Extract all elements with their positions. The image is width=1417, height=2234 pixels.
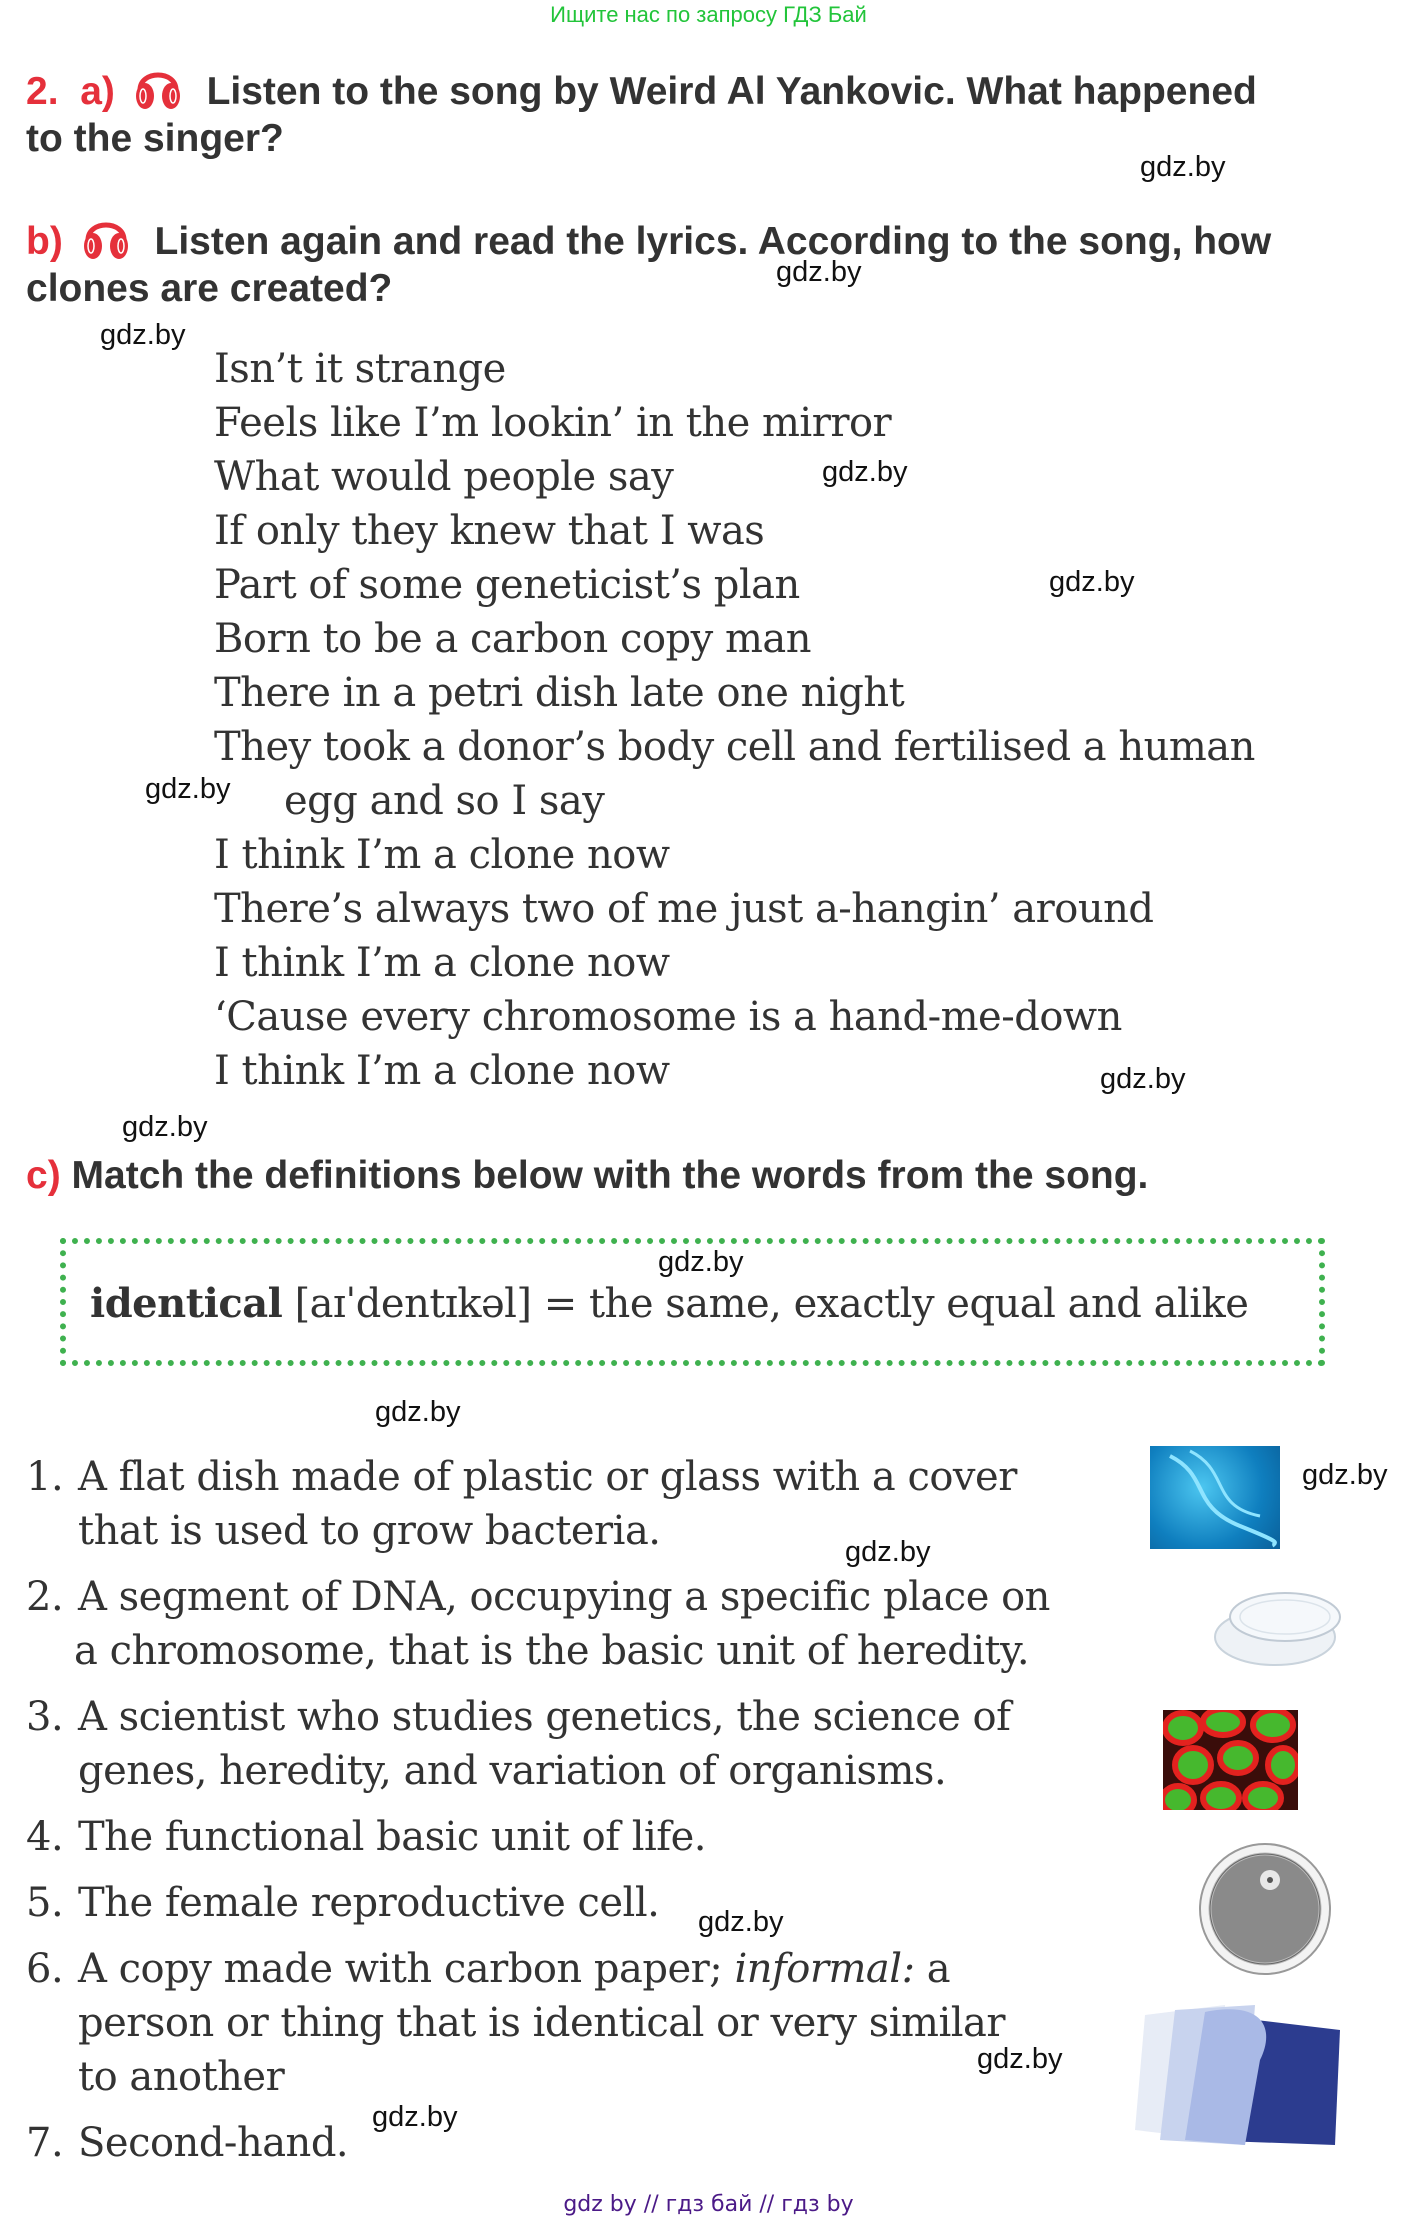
watermark: gdz.by — [1302, 1459, 1388, 1491]
item-text: that is used to grow bacteria. — [78, 1508, 661, 1554]
lyric-line: I think I’m a clone now — [214, 1048, 670, 1094]
definition-word: identical — [90, 1280, 283, 1327]
lyric-line: They took a donor’s body cell and fertilised a human — [214, 724, 1255, 770]
item-number: 4. — [26, 1814, 64, 1860]
exercise-2b-heading — [26, 210, 1406, 312]
lyric-line: What would people say — [214, 454, 674, 500]
item-text: A copy made with carbon paper; — [78, 1946, 735, 1992]
part-b-label: b) — [26, 220, 63, 263]
definition-item — [26, 1942, 1086, 2104]
watermark: gdz.by — [658, 1246, 744, 1278]
item-text: A scientist who studies genetics, the science of — [78, 1694, 1011, 1740]
carbon-paper-image — [1135, 2000, 1350, 2145]
lyric-line: If only they knew that I was — [214, 508, 765, 554]
item-number: 3. — [26, 1694, 64, 1740]
part-b-text-line1: Listen again and read the lyrics. According to the song, how — [154, 220, 1272, 263]
watermark: gdz.by — [698, 1906, 784, 1938]
exercise-2c-heading — [26, 1152, 1406, 1199]
lyric-line: Feels like I’m lookin’ in the mirror — [214, 400, 892, 446]
definition-item — [26, 1876, 1086, 1930]
watermark: gdz.by — [372, 2101, 458, 2133]
definition-item — [26, 1690, 1086, 1798]
watermark: gdz.by — [1049, 566, 1135, 598]
cells-image — [1163, 1710, 1298, 1810]
item-text: a — [914, 1946, 951, 1992]
item-number: 1. — [26, 1454, 64, 1500]
item-text: a chromosome, that is the basic unit of heredity. — [74, 1628, 1030, 1674]
part-a-text-line1: Listen to the song by Weird Al Yankovic. What happened — [206, 70, 1257, 113]
item-text: The functional basic unit of life. — [78, 1814, 706, 1860]
watermark: gdz.by — [122, 1111, 208, 1143]
watermark: gdz.by — [845, 1536, 931, 1568]
lyric-line: There’s always two of me just a-hangin’ around — [214, 886, 1154, 932]
egg-cell-image — [1198, 1842, 1333, 1977]
lyric-line: I think I’m a clone now — [214, 940, 670, 986]
part-a-text-line2: to the singer? — [26, 117, 284, 160]
lyric-line: There in a petri dish late one night — [214, 670, 905, 716]
exercise-number: 2. — [26, 70, 59, 113]
part-c-label: c) — [26, 1154, 61, 1197]
item-number: 2. — [26, 1574, 64, 1620]
part-b-text-line2: clones are created? — [26, 267, 393, 310]
definition-item — [26, 2116, 1086, 2170]
definition-meaning: = the same, exactly equal and alike — [543, 1281, 1249, 1327]
watermark: gdz.by — [1100, 1063, 1186, 1095]
watermark: gdz.by — [100, 319, 186, 351]
dna-helix-image — [1150, 1446, 1280, 1549]
watermark: gdz.by — [375, 1396, 461, 1428]
lyric-line: I think I’m a clone now — [214, 832, 670, 878]
headphones-icon[interactable] — [132, 60, 184, 112]
definition-item — [26, 1810, 1086, 1864]
definition-transcription: [aɪˈdentɪkəl] — [294, 1281, 532, 1327]
item-text: A flat dish made of plastic or glass with a cover — [78, 1454, 1017, 1500]
lyric-line: egg and so I say — [284, 778, 605, 824]
item-text: to another — [78, 2054, 285, 2100]
lyric-line: Born to be a carbon copy man — [214, 616, 811, 662]
watermark: gdz.by — [1140, 151, 1226, 183]
part-c-text: Match the definitions below with the words from the song. — [71, 1154, 1149, 1197]
lyric-line: ‘Cause every chromosome is a hand-me-down — [214, 994, 1122, 1040]
headphones-icon[interactable] — [80, 210, 132, 262]
watermark: gdz.by — [822, 456, 908, 488]
definition-identical — [90, 1280, 1248, 1327]
watermark: gdz.by — [145, 773, 231, 805]
exercise-2a-heading — [26, 60, 1406, 162]
watermark: gdz.by — [776, 256, 862, 288]
lyric-line: Part of some geneticist’s plan — [214, 562, 800, 608]
item-text: person or thing that is identical or very similar — [78, 2000, 1006, 2046]
footer-links: gdz by // гдз бай // гдз by — [563, 2192, 854, 2217]
item-number: 5. — [26, 1880, 64, 1926]
watermark: gdz.by — [977, 2043, 1063, 2075]
definition-item — [26, 1570, 1086, 1678]
item-text: Second-hand. — [78, 2120, 349, 2166]
item-text: genes, heredity, and variation of organisms. — [78, 1748, 947, 1794]
item-text: The female reproductive cell. — [78, 1880, 660, 1926]
item-number: 7. — [26, 2120, 64, 2166]
lyric-line: Isn’t it strange — [214, 346, 506, 392]
petri-dish-image — [1205, 1582, 1345, 1672]
part-a-label: a) — [80, 70, 115, 113]
item-text-italic: informal: — [734, 1946, 915, 1992]
item-text: A segment of DNA, occupying a specific place on — [78, 1574, 1050, 1620]
item-number: 6. — [26, 1946, 64, 1992]
top-banner: Ищите нас по запросу ГДЗ Бай — [550, 2, 867, 27]
